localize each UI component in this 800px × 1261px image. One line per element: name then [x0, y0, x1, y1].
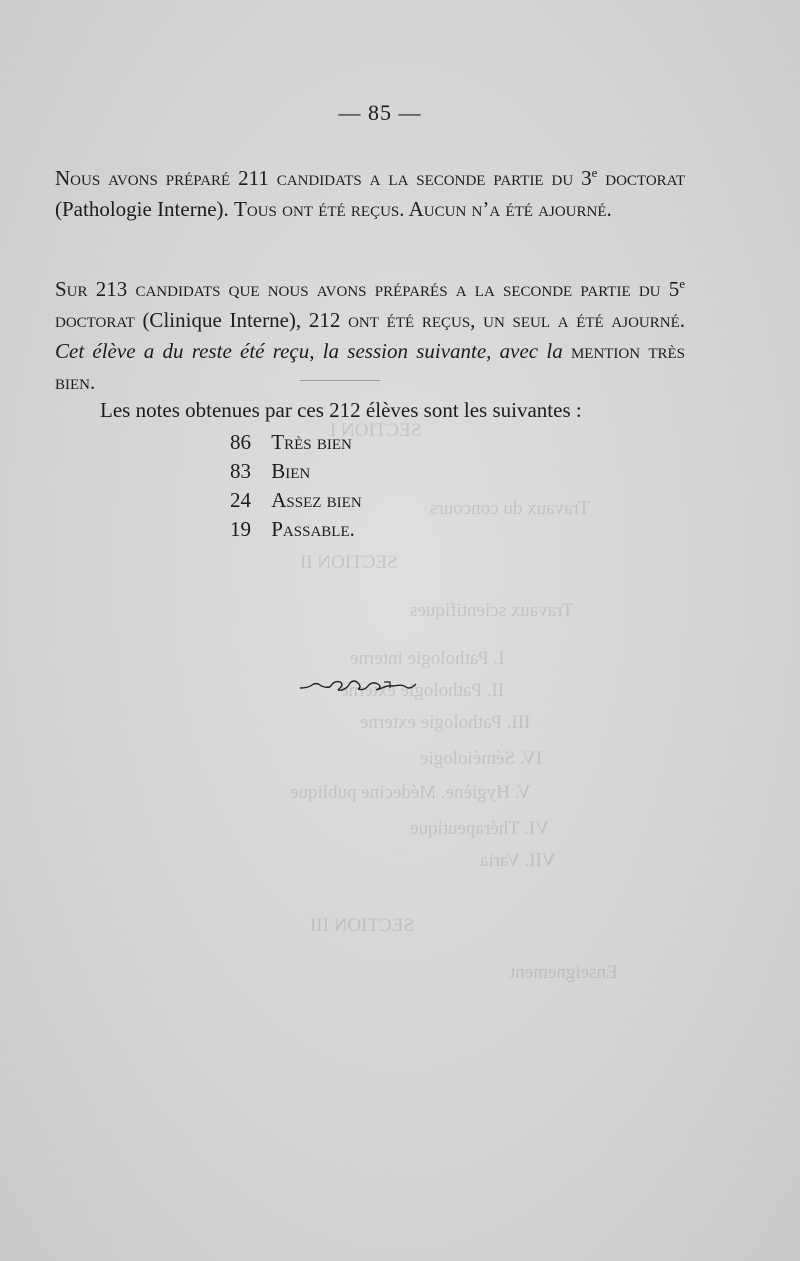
text-span: candidats a la seconde partie du: [276, 166, 574, 190]
text-span: 3: [581, 166, 592, 190]
grade-count: 83: [230, 459, 251, 483]
text-span: (Pathologie Interne).: [55, 197, 235, 221]
separator-rule: [300, 380, 380, 381]
text-span: Sur: [55, 277, 88, 301]
superscript: e: [591, 165, 598, 180]
grade-item: [230, 515, 362, 544]
grade-label: Très bien: [271, 430, 352, 454]
show-through-text: II. Pathologie externe: [340, 680, 505, 701]
text-span: 5: [660, 277, 680, 301]
grade-count: 86: [230, 430, 251, 454]
grade-label: Passable.: [271, 517, 355, 541]
grade-item: [230, 428, 362, 457]
grade-count: 19: [230, 517, 251, 541]
text-span: doctorat: [55, 308, 135, 332]
show-through-text: IV. Séméiologie: [420, 748, 543, 769]
superscript: e: [679, 276, 686, 291]
grade-count: 24: [230, 488, 251, 512]
show-through-text: Travaux scientifiques: [410, 600, 574, 621]
text-span: candidats que nous avons préparés a la seconde partie du: [135, 277, 661, 301]
grades-list: [230, 428, 362, 544]
text-span: doctorat: [597, 166, 685, 190]
grade-label: Assez bien: [271, 488, 362, 512]
page-number: — 85 —: [338, 100, 422, 125]
grade-item: [230, 457, 362, 486]
grades-intro: Les notes obtenues par ces 212 élèves sont les suivantes :: [100, 398, 582, 422]
show-through-text: SECTION III: [310, 915, 414, 936]
show-through-text: III. Pathologie externe: [360, 712, 531, 733]
grade-label: Bien: [271, 459, 311, 483]
text-span: Nous avons préparé: [55, 166, 231, 190]
show-through-text: V. Hygiène. Médecine publique: [290, 782, 531, 803]
fleuron-ornament-icon: [298, 676, 418, 694]
show-through-text: Enseignement: [510, 962, 618, 983]
show-through-text: VI. Thérapeutique: [410, 818, 549, 839]
italic-text: Cet élève a du reste été reçu, la session suivante, avec la: [55, 339, 563, 363]
show-through-text: SECTION I: [330, 420, 422, 441]
text-span: Tous ont été reçus. Aucun n’a été ajourné.: [234, 197, 612, 221]
paragraph-pathologie-interne: [55, 163, 685, 225]
text-span: 213: [87, 277, 136, 301]
show-through-text: Travaux du concours: [430, 498, 590, 519]
text-span: ont été reçus, un seul a été ajourné.: [348, 308, 686, 332]
text-span: 211: [230, 166, 277, 190]
show-through-text: I. Pathologie interne: [350, 648, 505, 669]
show-through-text: VII. Varia: [480, 850, 556, 871]
text-span: mention très bien.: [55, 339, 685, 394]
text-span: (Clinique Interne), 212: [134, 308, 349, 332]
show-through-text: SECTION II: [300, 552, 398, 573]
grade-item: [230, 486, 362, 515]
